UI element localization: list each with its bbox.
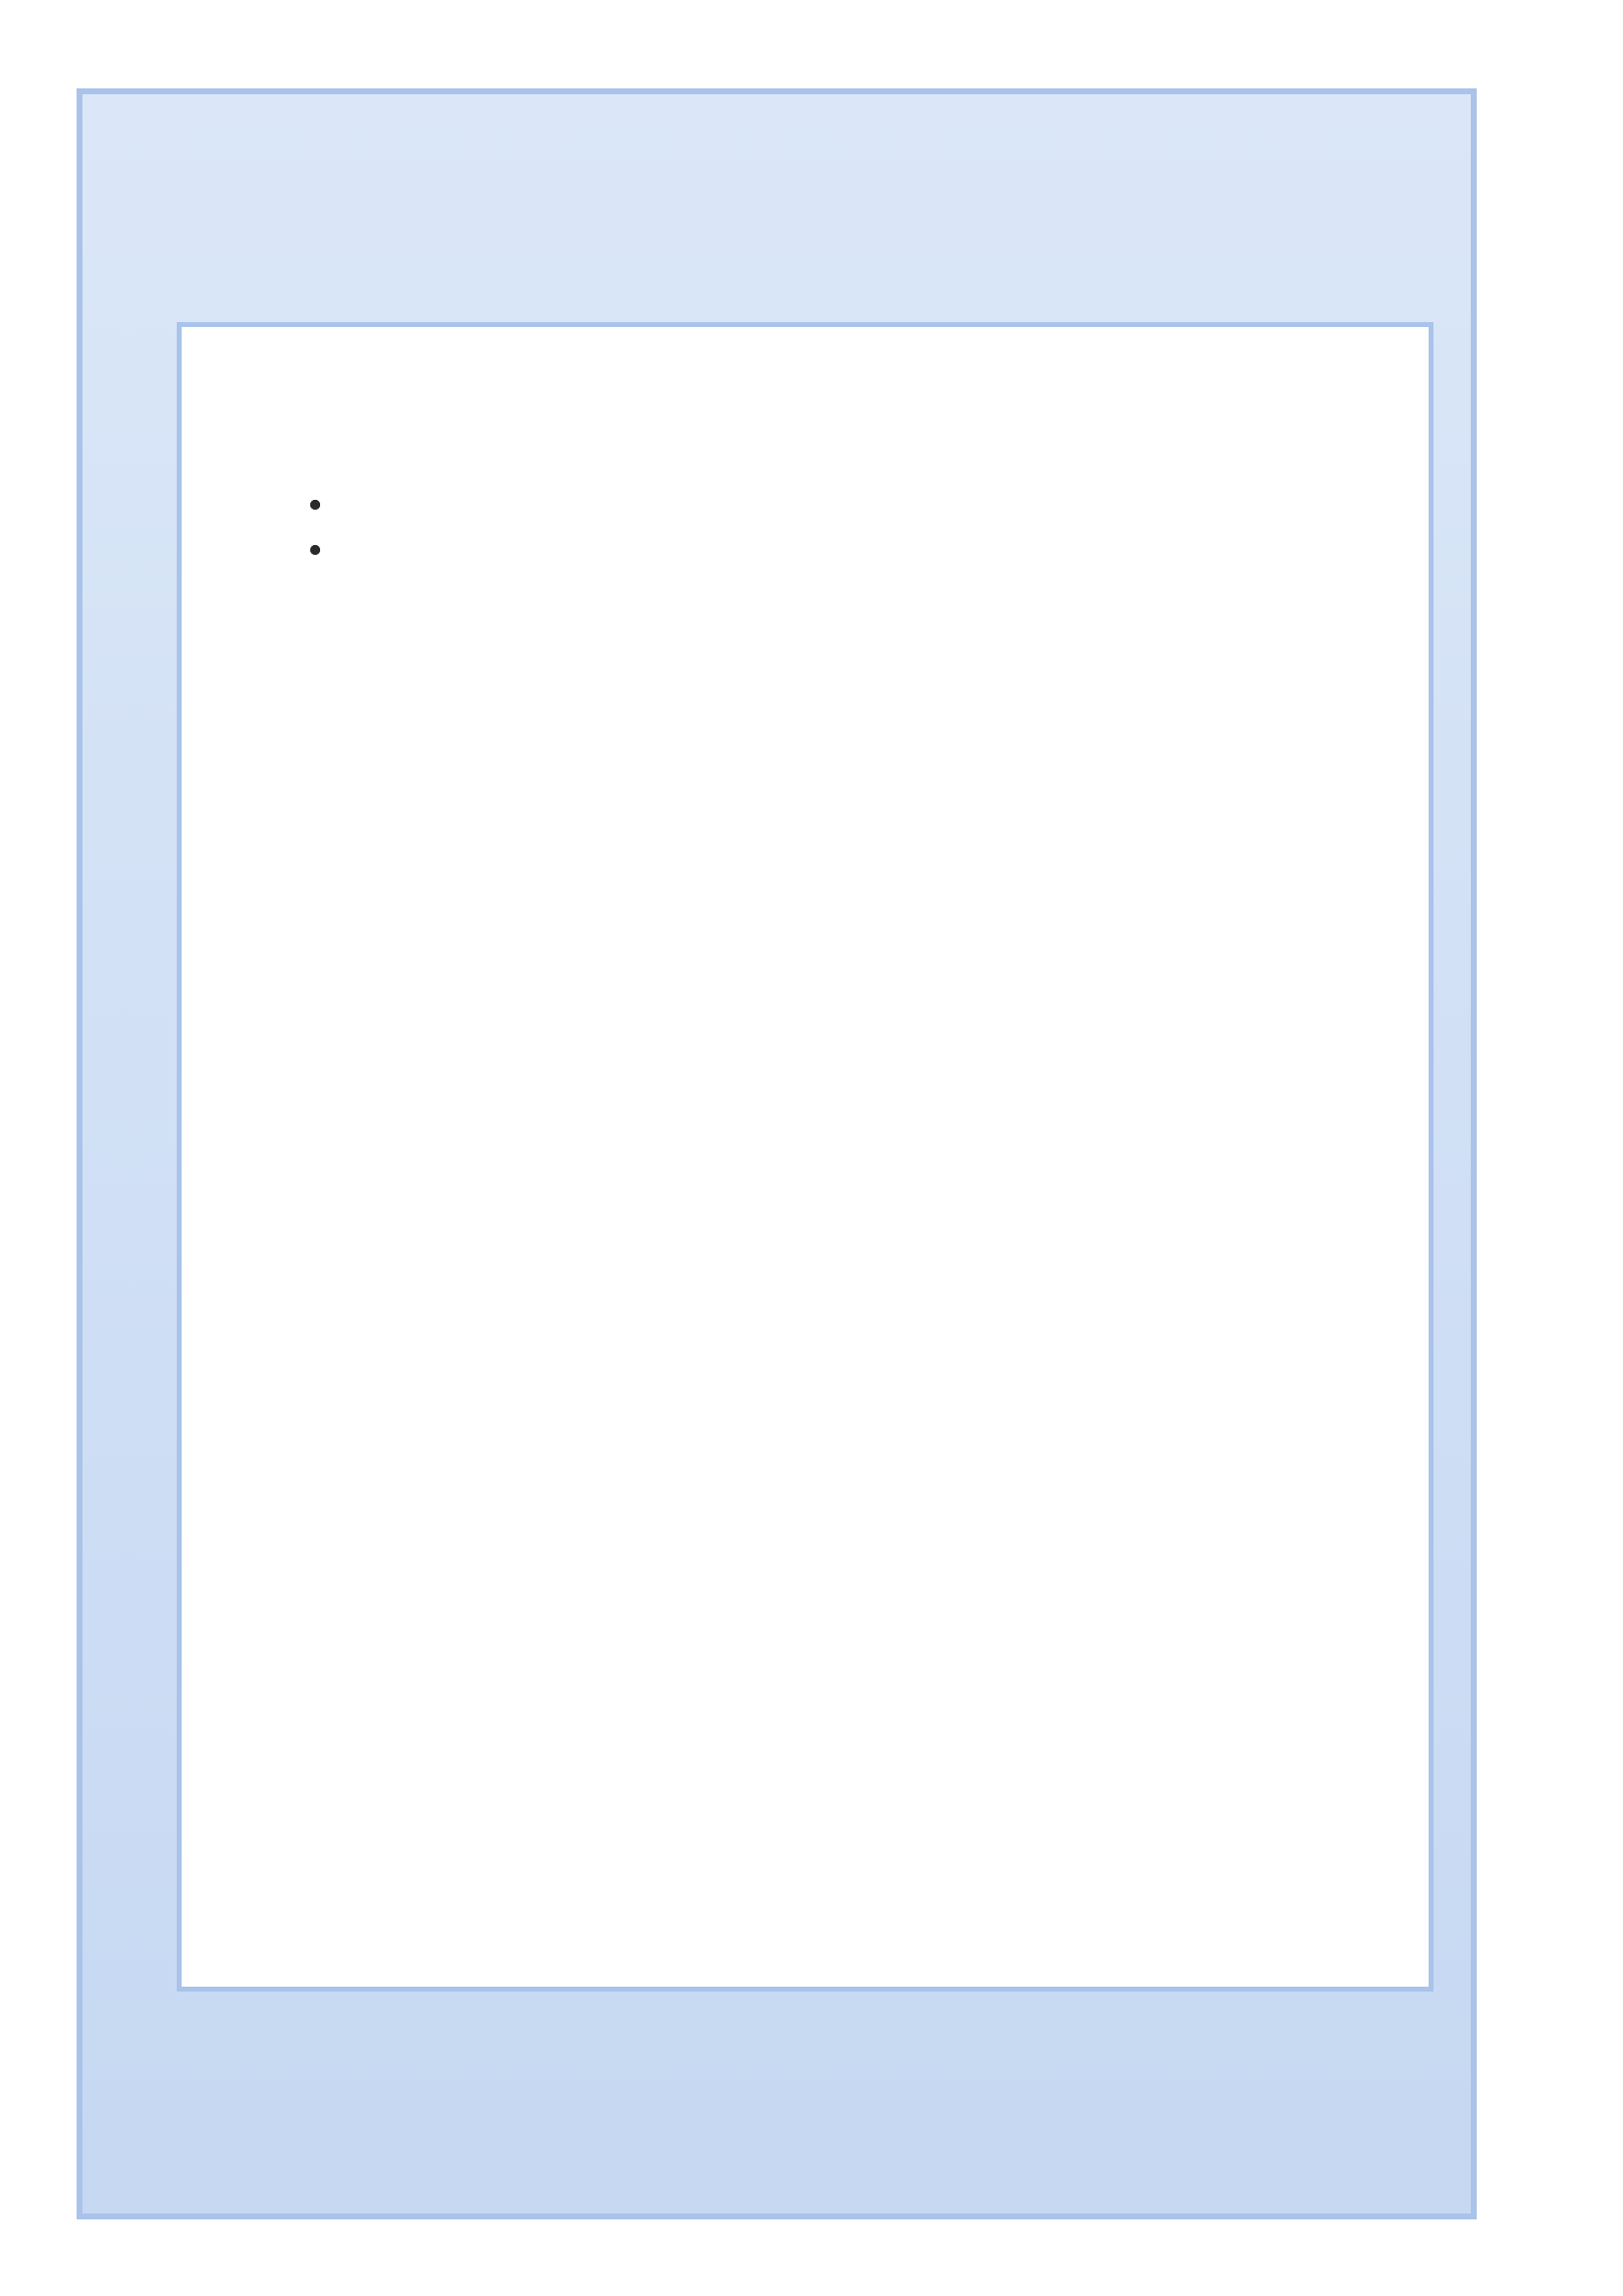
features-list [214, 481, 1402, 526]
letter-body [214, 354, 1402, 587]
list-item-continuation [214, 481, 1402, 526]
more-info-line [214, 548, 1402, 587]
bottom-cat-border [77, 1954, 1477, 2210]
top-cat-border [77, 98, 1477, 354]
